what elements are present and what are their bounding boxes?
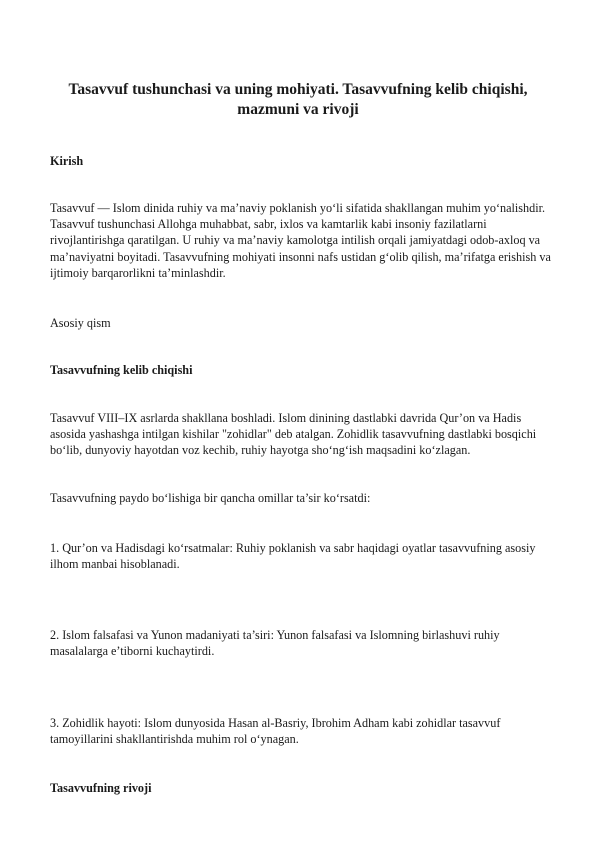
- document-title: Tasavvuf tushunchasi va uning mohiyati. Tasavvufning kelib chiqishi, mazmuni va rivoji: [68, 81, 528, 118]
- origin-paragraph: Tasavvuf VIII–IX asrlarda shakllana boshladi. Islom dinining dastlabki davrida Qur’on va Hadis asosida yashashga intilgan kishilar "zohidlar" deb atalgan. Zohidlik tasavvufning dastlabki bosqichi bo‘lib, dunyoviy hayotdan voz kechib, ruhiy hayotga sho‘ng‘ish maqsadini ko‘zlagan.: [50, 411, 537, 458]
- development-heading: Tasavvufning rivoji: [50, 781, 152, 795]
- origin-heading: Tasavvufning kelib chiqishi: [50, 363, 193, 377]
- intro-paragraph: Tasavvuf — Islom dinida ruhiy va ma’naviy poklanish yo‘li sifatida shakllangan muhim yo‘nalishdir. Tasavvuf tushunchasi Allohga muhabbat, sabr, ixlos va kamtarlik kabi insoniy fazilatlarni rivojlantirishga qaratilgan. U ruhiy va ma’naviy kamolotga intilish orqali jamiyatdagi odob-axloq va ma’naviyatni boyitadi. Tasavvufning mohiyati insonni nafs ustidan g‘olib qilish, ma’rifatga erishish va ijtimoiy barqarorlikni ta’minlashdir.: [50, 201, 551, 280]
- factor-item-3: 3. Zohidlik hayoti: Islom dunyosida Hasan al-Basriy, Ibrohim Adham kabi zohidlar tasavvuf tamoyillarini shakllantirishda muhim rol o‘ynagan.: [50, 716, 501, 747]
- factor-item-2: 2. Islom falsafasi va Yunon madaniyati ta’siri: Yunon falsafasi va Islomning birlashuvi ruhiy masalalarga e’tiborni kuchaytirdi.: [50, 628, 500, 659]
- main-section-heading: Asosiy qism: [50, 316, 111, 330]
- factors-intro: Tasavvufning paydo bo‘lishiga bir qancha omillar ta’sir ko‘rsatdi:: [50, 491, 371, 505]
- factor-item-1: 1. Qur’on va Hadisdagi ko‘rsatmalar: Ruhiy poklanish va sabr haqidagi oyatlar tasavvufning asosiy ilhom manbai hisoblanadi.: [50, 541, 536, 572]
- intro-heading: Kirish: [50, 154, 84, 168]
